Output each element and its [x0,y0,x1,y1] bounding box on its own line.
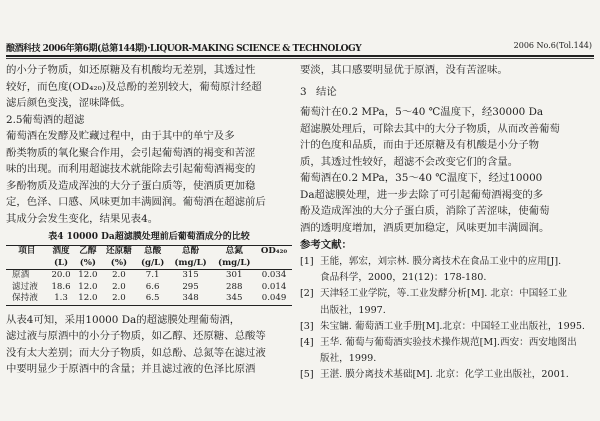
table-unit-cell: (L) [48,258,75,270]
table-cell: 345 [212,293,256,305]
reference-text: 食品科学，2000，21(12)：178-180. [320,272,487,284]
section-heading-3 [300,84,594,101]
table-row [6,293,292,305]
reference-text: 朱宝镛. 葡萄酒工业手册[M].北京：中国轻工业出版社，1995. [320,320,585,332]
table-cell: 滤过液 [12,281,38,292]
reference-number: [2] [300,288,314,300]
table-cell: 0.049 [256,293,292,305]
table-cell: 12.0 [78,270,98,280]
table-header-cell: 项目 [6,246,48,258]
table-header-cell: OD₄₂₀ [256,246,292,258]
table-row [6,282,292,294]
reference-text: 王能，郭宏，刘宗林. 膜分离技术在食品工业中的应用[J]. [320,256,562,267]
table-header-cell: 还原糖 [101,246,136,258]
table-cell: 0.014 [261,281,287,292]
section-heading-2-5 [6,112,292,129]
header-journal-info: 酿酒科技 2006年第6期(总第144期)·LIQUOR-MAKING SCIENCE & TECHNOLOGY [6,44,362,54]
text-line: Da超滤膜处理，进一步去除了可引起葡萄酒褐变的多 [300,188,544,201]
text-line: 中要明显少于原酒中的含量；并且滤过液的色泽比原酒 [6,363,256,375]
reference-item [300,286,594,318]
table-cell: 2.0 [112,270,126,280]
table-cell: 2.0 [101,293,136,305]
table-cell: 20.0 [51,270,71,280]
text-line: 没有太大差别；而大分子物质，如总酚、总氮等在滤过液 [6,346,266,359]
left-paragraph-1 [6,62,292,112]
table-cell: 315 [182,270,199,280]
table-cell: 12.0 [74,293,101,305]
table-unit-cell: (%) [74,258,101,270]
table-header-row [6,246,292,258]
reference-item [300,335,594,367]
text-line: 其成分会发生变化，结果见表4。 [6,212,159,225]
table-unit-cell [6,258,48,270]
left-paragraph-3 [6,312,292,378]
table-units-row [6,258,292,270]
table-cell: 288 [226,281,243,292]
header-rule-thin [6,58,594,59]
table-cell: 保持液 [6,293,48,305]
table-cell: 1.3 [48,293,75,305]
running-header [6,40,594,54]
header-issue-info: 2006 No.6(Tol.144) [513,41,592,50]
section-title: 结论 [316,85,337,98]
table-cell: 18.6 [51,281,71,292]
text-line: 从表4可知，采用10000 Da的超滤膜处理葡萄酒， [6,313,241,326]
table-cell: 2.0 [112,281,126,292]
right-column [300,62,594,384]
text-line: 滤过液与原酒中的小分子物质，如乙醇、还原糖、总酸等 [6,330,266,342]
table-header-cell: 总氮 [212,246,256,258]
reference-number: [1] [300,256,314,267]
text-line: 葡萄酒在发酵及贮藏过程中，由于其中的单宁及多 [6,130,235,142]
text-line: 定，色泽、口感、风味更加丰满圆润。葡萄酒在超滤前后 [6,196,266,208]
text-line: 葡萄酒在0.2 MPa，35～40 ℃温度下，经过10000 [300,172,543,184]
table-unit-cell: (mg/L) [212,258,256,270]
reference-item [300,319,594,335]
text-line: 超滤膜处理后，可除去其中的大分子物质，从而改善葡萄 [300,122,560,135]
table-cell: 7.1 [145,270,160,280]
references-heading: 参考文献： [300,239,352,251]
text-line: 酚及造成浑浊的大分子蛋白质，消除了苦涩味，使葡萄 [300,205,550,217]
header-rule-thick [6,55,594,57]
text-line: 要淡，其口感要明显优于原酒，没有苦涩味。 [300,64,508,76]
reference-text: 出版社，1997. [320,304,386,316]
reference-text: 版社，1999. [320,353,377,365]
table-unit-cell: (g/L) [137,258,169,270]
conclusion-paragraph-2 [300,170,594,236]
text-line: 较好，而色度(OD₄₂₀)及总酚的差别较大，葡萄原汁经超 [6,80,262,93]
left-column [6,62,292,378]
reference-number: [5] [300,369,314,381]
right-paragraph-1 [300,62,594,79]
reference-item [300,254,594,286]
table-cell: 12.0 [78,281,98,292]
reference-number: [3] [300,320,314,332]
section-title: 葡萄酒的超滤 [22,113,85,126]
left-paragraph-2 [6,128,292,227]
composition-table [6,245,292,306]
section-number: 3 [300,85,307,98]
table-header-cell: 酒度 [48,246,75,258]
text-line: 葡萄汁在0.2 MPa，5～40 ℃温度下，经30000 Da [300,106,544,118]
text-line: 的小分子物质，如还原糖及有机酸均无差别，其透过性 [6,64,256,76]
text-line: 酚类物质的氧化聚合作用，会引起葡萄酒的褐变和苦涩 [6,146,256,159]
text-line: 质，其透过性较好，超滤不会改变它们的含量。 [300,155,519,168]
conclusion-paragraph-1 [300,104,594,170]
table-unit-cell: (mg/L) [169,258,213,270]
table-cell: 6.5 [137,293,169,305]
text-line: 滤后颜色变浅，涩味降低。 [6,97,131,109]
table-header-cell: 乙醇 [74,246,101,258]
table-caption: 表4 10000 Da超滤膜处理前后葡萄酒成分的比较 [48,232,250,242]
table-cell: 295 [182,281,199,292]
text-line: 味的出现。而利用超滤技术就能除去引起葡萄酒褐变的 [6,163,256,175]
table-unit-cell [256,258,292,270]
text-line: 汁的色度和品质，而由于还原糖及有机酸是小分子物 [300,139,539,151]
reference-text: 王湛. 膜分离技术基础[M]. 北京：化学工业出版社，2001. [320,369,569,381]
reference-item [300,367,594,383]
reference-text: 王华. 葡萄与葡萄酒实验技术操作规范[M].西安：西安地图出 [320,337,577,349]
text-line: 酒的透明度增加，酒质更加稳定，风味更加丰满圆润。 [300,221,550,234]
table-header-cell: 总酸 [137,246,169,258]
table-cell: 原酒 [12,270,30,280]
reference-text: 天津轻工业学院，等.工业发酵分析[M]. 北京：中国轻工业 [320,288,568,300]
table-row [6,270,292,282]
table-cell: 301 [226,270,243,280]
references-list [300,254,594,384]
table-unit-cell: (%) [101,258,136,270]
table-cell: 348 [169,293,213,305]
table-cell: 0.034 [261,270,287,280]
reference-number: [4] [300,337,314,349]
section-number: 2.5 [6,113,23,126]
text-line: 多酚物质及造成浑浊的大分子蛋白质等，使酒质更加稳 [6,179,256,192]
table-cell: 6.6 [145,281,160,292]
table-header-cell: 总酚 [169,246,213,258]
